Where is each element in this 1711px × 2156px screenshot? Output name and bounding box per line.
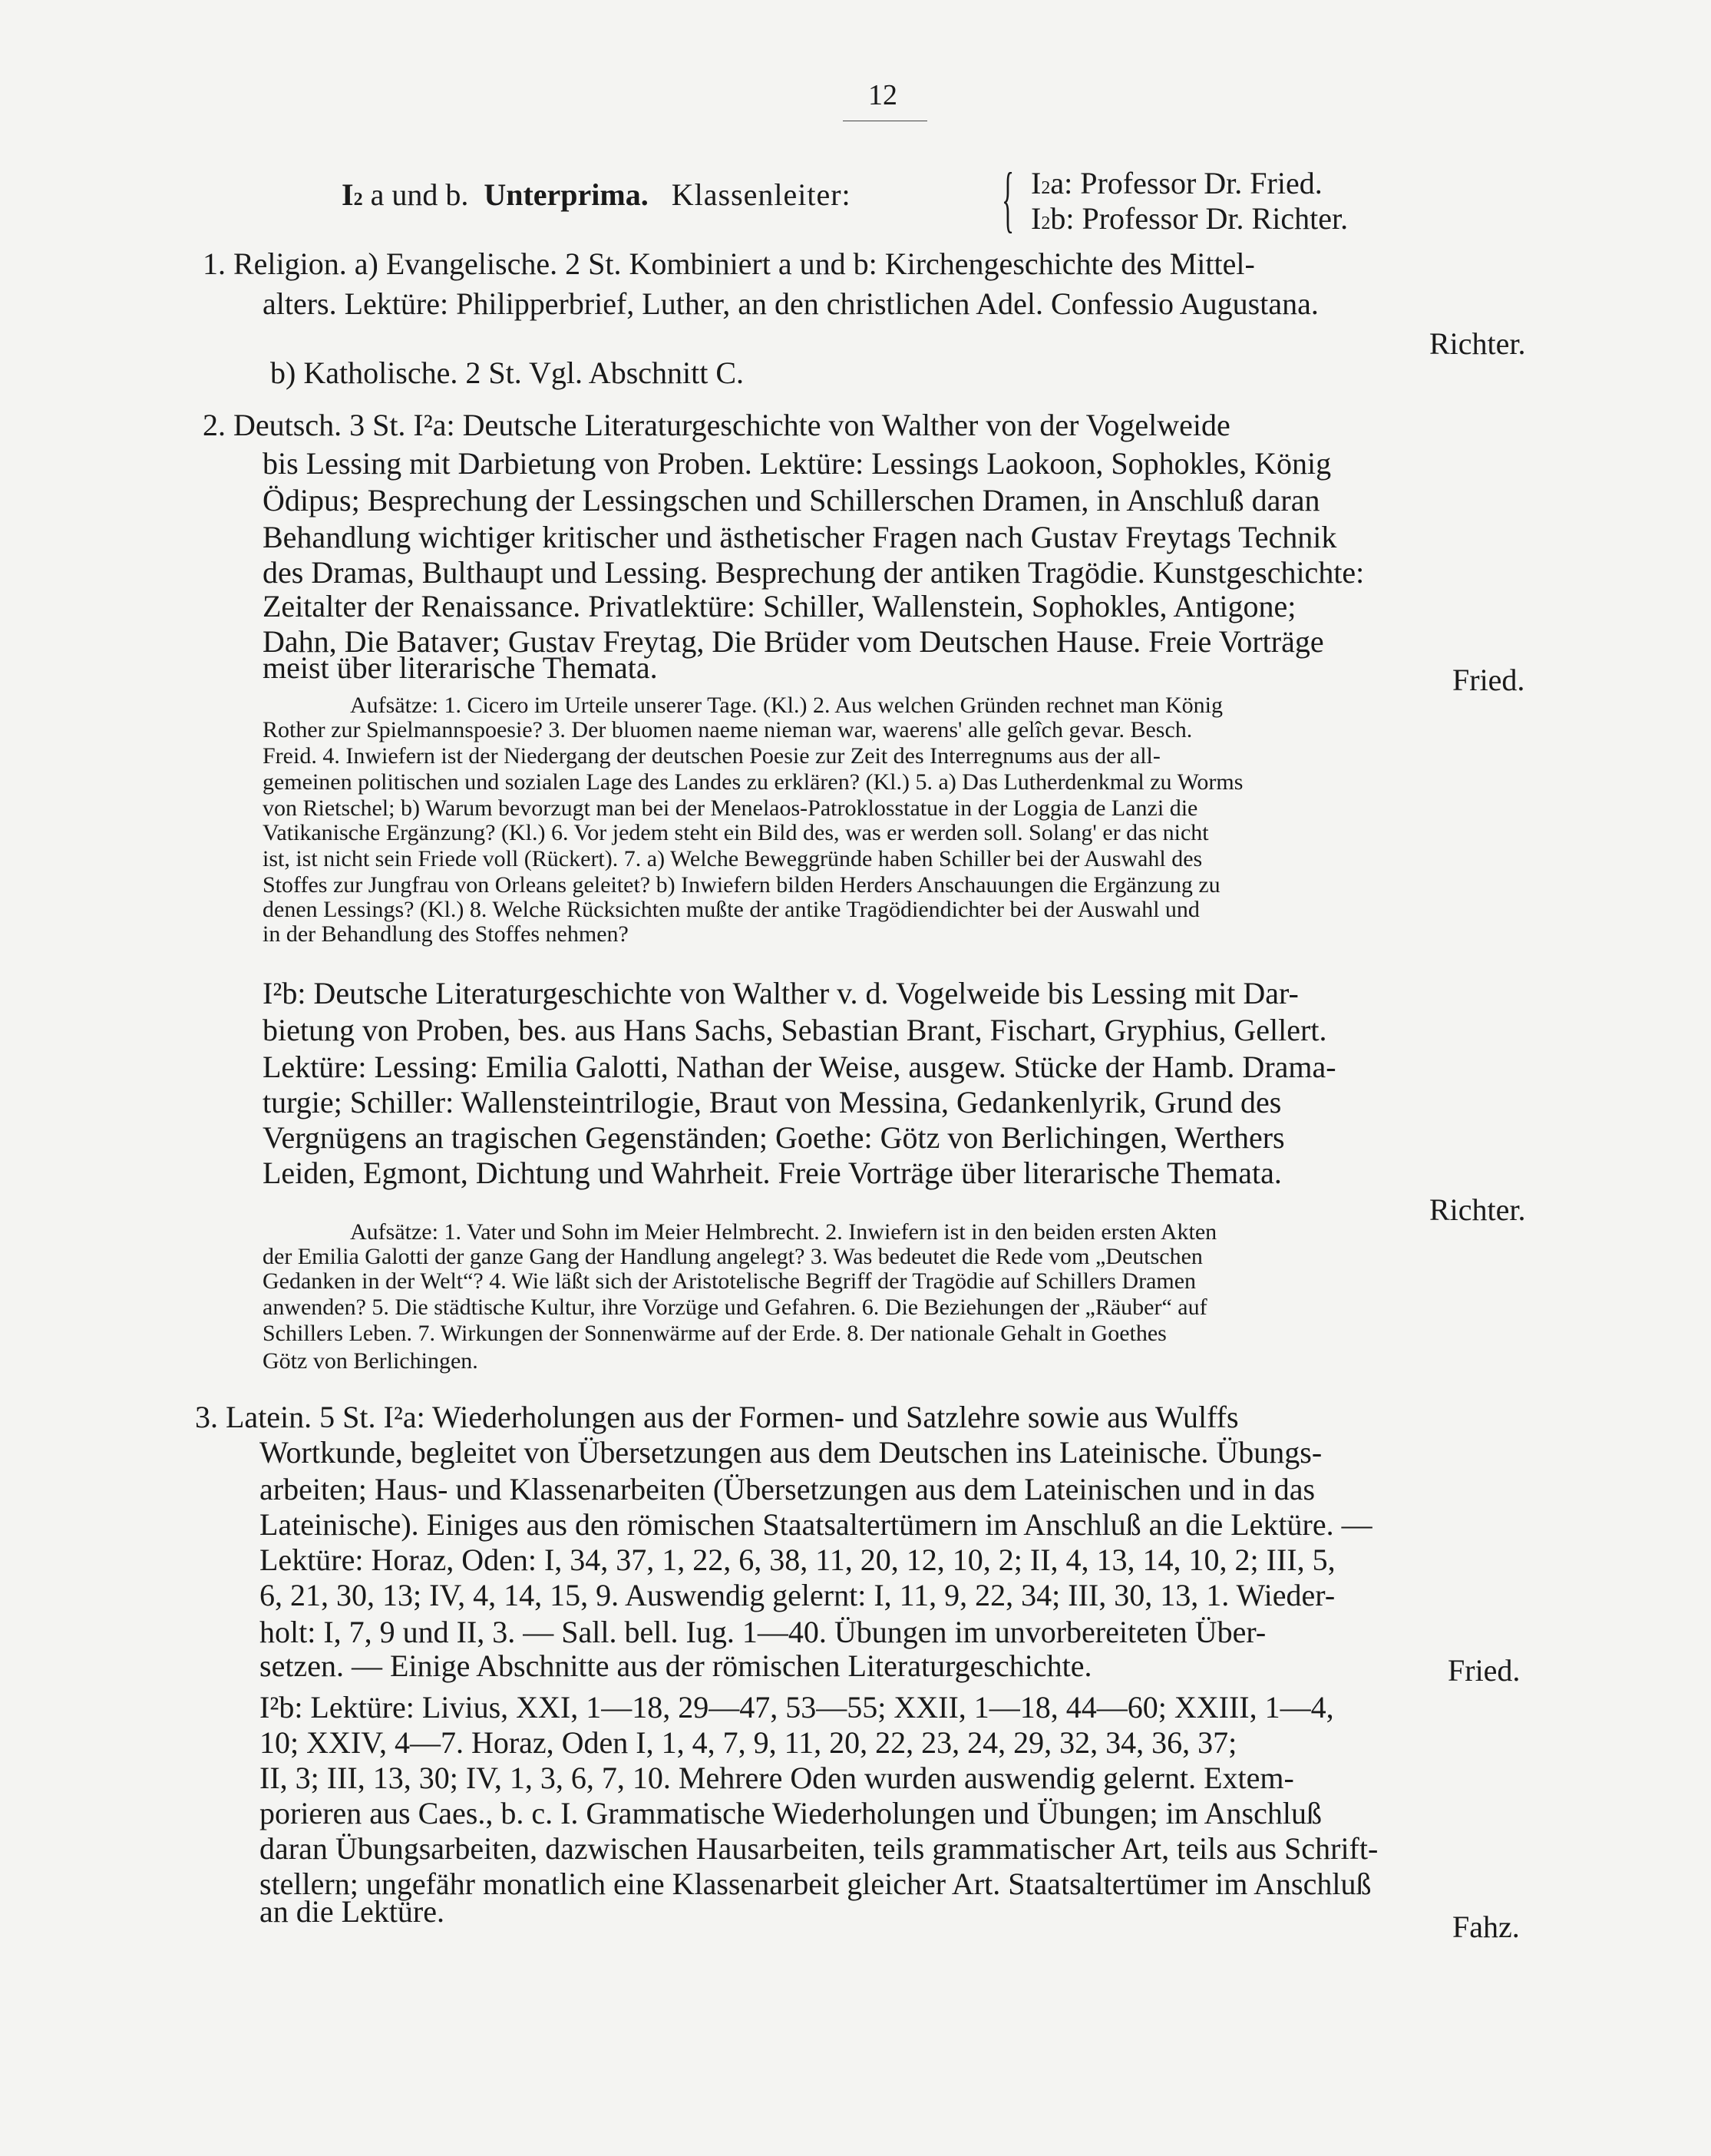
text-line: Zeitalter der Renaissance. Privatlektüre: Schiller, Wallenstein, Sophokles, Antigone;	[263, 589, 1296, 623]
essay-line: in der Behandlung des Stoffes nehmen?	[263, 921, 629, 947]
class-title	[342, 177, 851, 213]
essay-line: Stoffes zur Jungfrau von Orleans geleitet? b) Inwiefern bilden Herders Anschauungen die Ergänzung zu	[263, 872, 1220, 898]
essay-line: Götz von Berlichingen.	[263, 1348, 478, 1374]
text-line: Lateinische). Einiges aus den römischen Staatsaltertümern im Anschluß an die Lektüre. —	[259, 1507, 1372, 1542]
text-line: bis Lessing mit Darbietung von Proben. Lektüre: Lessings Laokoon, Sophokles, König	[263, 446, 1332, 481]
text-line: Leiden, Egmont, Dichtung und Wahrheit. Freie Vorträge über literarische Themata.	[263, 1156, 1282, 1190]
text-line: 3. Latein. 5 St. I²a: Wiederholungen aus der Formen- und Satzlehre sowie aus Wulffs	[195, 1400, 1239, 1434]
text-line: stellern; ungefähr monatlich eine Klassenarbeit gleicher Art. Staatsaltertümer im Anschluß	[259, 1867, 1372, 1901]
text-line: Lektüre: Lessing: Emilia Galotti, Nathan der Weise, ausgew. Stücke der Hamb. Drama-	[263, 1050, 1336, 1084]
essay-line: von Rietschel; b) Warum bevorzugt man bei der Menelaos-Patroklosstatue in der Loggia de Lanzi die	[263, 795, 1198, 821]
brace-icon: {	[1002, 157, 1015, 240]
essay-line: denen Lessings? (Kl.) 8. Welche Rücksichten mußte der antike Tragödiendichter bei der Auswahl und	[263, 897, 1200, 922]
text-line: des Dramas, Bulthaupt und Lessing. Besprechung der antiken Tragödie. Kunstgeschichte:	[263, 555, 1365, 590]
text-line: holt: I, 7, 9 und II, 3. — Sall. bell. Iug. 1—40. Übungen im unvorbereiteten Über-	[259, 1615, 1267, 1649]
essay-line: Rother zur Spielmannspoesie? 3. Der bluomen naeme nieman war, waerens' alle gelîch gevar. Besch.	[263, 717, 1193, 742]
essay-line: Vatikanische Ergänzung? (Kl.) 6. Vor jedem steht ein Bild des, was er werden soll. Solang' er das nicht	[263, 820, 1209, 845]
text-line: an die Lektüre.	[259, 1894, 444, 1929]
essay-line: Schillers Leben. 7. Wirkungen der Sonnenwärme auf der Erde. 8. Der nationale Gehalt in Goethes	[263, 1321, 1167, 1346]
text-line: alters. Lektüre: Philipperbrief, Luther, an den christlichen Adel. Confessio Augustana.	[263, 286, 1319, 321]
essay-line: Aufsätze: 1. Cicero im Urteile unserer Tage. (Kl.) 2. Aus welchen Gründen rechnet man König	[350, 693, 1223, 718]
signature-line: Fried.	[1448, 1653, 1521, 1688]
class-sections: a und b.	[370, 177, 469, 212]
text-line: 2. Deutsch. 3 St. I²a: Deutsche Literaturgeschichte von Walther von der Vogelweide	[203, 408, 1230, 442]
text-line: 10; XXIV, 4—7. Horaz, Oden I, 1, 4, 7, 9, 11, 20, 22, 23, 24, 29, 32, 34, 36, 37;	[259, 1725, 1237, 1760]
text-line: Vergnügens an tragischen Gegenständen; Goethe: Götz von Berlichingen, Werthers	[263, 1120, 1285, 1155]
signature-line: Richter.	[1429, 326, 1526, 361]
text-line: II, 3; III, 13, 30; IV, 1, 3, 6, 7, 10. Mehrere Oden wurden auswendig gelernt. Extem-	[259, 1761, 1294, 1795]
essay-line: Gedanken in der Welt“? 4. Wie läßt sich der Aristotelische Begriff der Tragödie auf Schillers Dramen	[263, 1268, 1197, 1294]
signature-line: Fahz.	[1452, 1910, 1520, 1944]
text-line: turgie; Schiller: Wallensteintrilogie, Braut von Messina, Gedankenlyrik, Grund des	[263, 1085, 1282, 1119]
text-line: Behandlung wichtiger kritischer und ästhetischer Fragen nach Gustav Freytags Technik	[263, 520, 1337, 554]
essay-line: Freid. 4. Inwiefern ist der Niedergang der deutschen Poesie zur Zeit des Interregnums aus der all-	[263, 743, 1161, 769]
signature-line: Richter.	[1429, 1192, 1526, 1227]
text-line: daran Übungsarbeiten, dazwischen Hausarbeiten, teils grammatischer Art, teils aus Schrift-	[259, 1831, 1379, 1866]
text-line: b) Katholische. 2 St. Vgl. Abschnitt C.	[270, 355, 745, 390]
text-line: 1. Religion. a) Evangelische. 2 St. Kombiniert a und b: Kirchengeschichte des Mittel-	[203, 246, 1255, 281]
essay-line: gemeinen politischen und sozialen Lage des Landes zu erklären? (Kl.) 5. a) Das Lutherdenkmal zu Worms	[263, 769, 1244, 795]
text-line: I²b: Deutsche Literaturgeschichte von Walther v. d. Vogelweide bis Lessing mit Dar-	[263, 976, 1299, 1010]
text-line: porieren aus Caes., b. c. I. Grammatische Wiederholungen und Übungen; im Anschluß	[259, 1796, 1322, 1830]
text-line: bietung von Proben, bes. aus Hans Sachs, Sebastian Brant, Fischart, Gryphius, Gellert.	[263, 1013, 1327, 1047]
text-line: I²b: Lektüre: Livius, XXI, 1—18, 29—47, 53—55; XXII, 1—18, 44—60; XXIII, 1—4,	[259, 1690, 1334, 1724]
class-name: Unterprima.	[484, 177, 649, 212]
text-line: 6, 21, 30, 13; IV, 4, 14, 15, 9. Auswendig gelernt: I, 11, 9, 22, 34; III, 30, 13, 1. Wieder-	[259, 1578, 1336, 1612]
class-header	[342, 157, 1455, 240]
essay-line: der Emilia Galotti der ganze Gang der Handlung angelegt? 3. Was bedeutet die Rede vom „Deutschen	[263, 1244, 1203, 1269]
text-line: Wortkunde, begleitet von Übersetzungen aus dem Deutschen ins Lateinische. Übungs-	[259, 1435, 1323, 1470]
text-line: setzen. — Einige Abschnitte aus der römischen Literaturgeschichte.	[259, 1648, 1092, 1683]
text-line: Lektüre: Horaz, Oden: I, 34, 37, 1, 22, 6, 38, 11, 20, 12, 10, 2; II, 4, 13, 14, 10, 2; III, 5,	[259, 1543, 1336, 1577]
text-line: Ödipus; Besprechung der Lessingschen und Schillerschen Dramen, in Anschluß daran	[263, 483, 1320, 518]
signature-line: Fried.	[1452, 663, 1525, 697]
teacher-list	[1031, 166, 1348, 236]
text-line: meist über literarische Themata.	[263, 650, 658, 685]
page-number: 12	[868, 79, 897, 111]
essay-line: anwenden? 5. Die städtische Kultur, ihre Vorzüge und Gefahren. 6. Die Beziehungen der „Räuber“ auf	[263, 1295, 1207, 1320]
essay-line: ist, ist nicht sein Friede voll (Rückert). 7. a) Welche Beweggründe haben Schiller bei der Auswahl des	[263, 846, 1203, 871]
text-line: Dahn, Die Bataver; Gustav Freytag, Die Brüder vom Deutschen Hause. Freie Vorträge	[263, 624, 1324, 659]
teacher-a: $I^2a$: Professor Dr. Fried.	[1031, 166, 1323, 200]
teacher-label: Klassenleiter:	[671, 177, 851, 212]
teacher-b: $I^2b$: Professor Dr. Richter.	[1031, 201, 1349, 236]
class-code: $I^2$	[342, 177, 363, 212]
text-line: arbeiten; Haus- und Klassenarbeiten (Übersetzungen aus dem Lateinischen und in das	[259, 1472, 1316, 1506]
essay-line: Aufsätze: 1. Vater und Sohn im Meier Helmbrecht. 2. Inwiefern ist in den beiden ersten Akten	[350, 1219, 1217, 1245]
